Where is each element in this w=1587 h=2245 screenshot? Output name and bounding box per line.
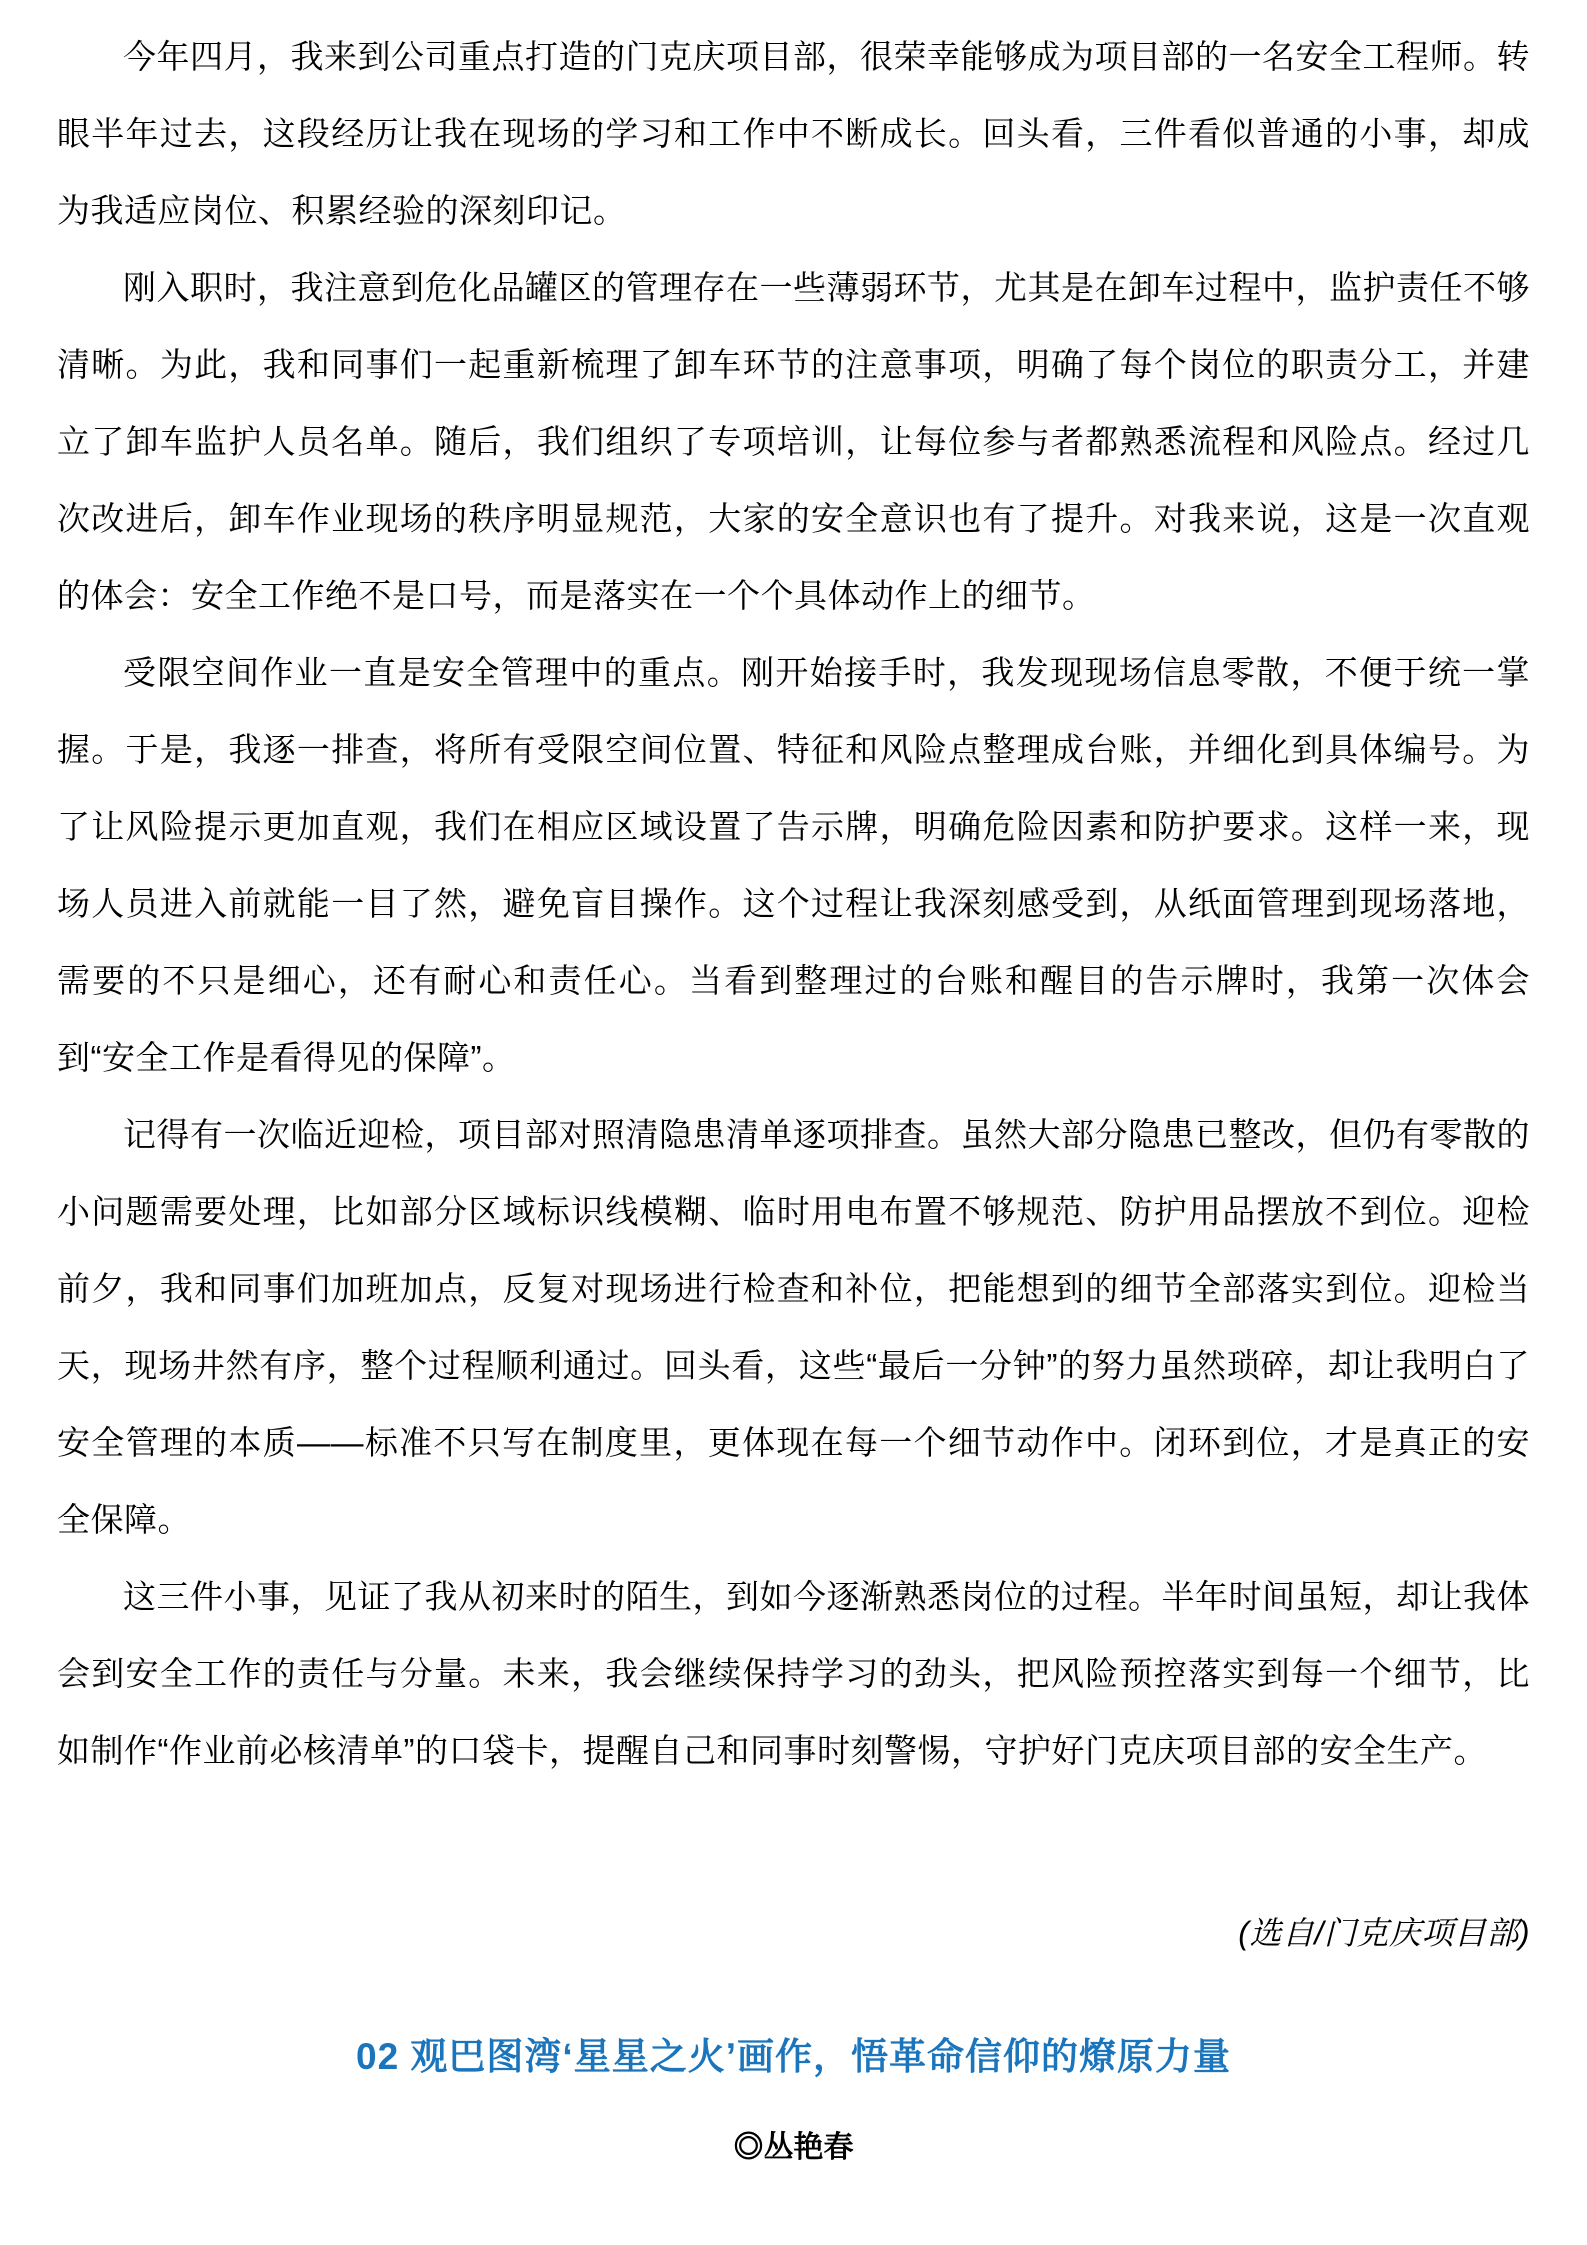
paragraph-1: 今年四月，我来到公司重点打造的门克庆项目部，很荣幸能够成为项目部的一名安全工程师。转眼半年过去，这段经历让我在现场的学习和工作中不断成长。回头看，三件看似普通的小事，却成为我适应岗位、积累经验的深刻印记。 [57,38,1530,229]
author-byline: ◎丛艳春 [733,2131,854,2164]
paragraph-4: 记得有一次临近迎检，项目部对照清隐患清单逐项排查。虽然大部分隐患已整改，但仍有零散的小问题需要处理，比如部分区域标识线模糊、临时用电布置不够规范、防护用品摆放不到位。迎检前夕，我和同事们加班加点，反复对现场进行检查和补位，把能想到的细节全部落实到位。迎检当天，现场井然有序，整个过程顺利通过。回头看，这些“最后一分钟”的努力虽然琐碎，却让我明白了安全管理的本质——标准不只写在制度里，更体现在每一个细节动作中。闭环到位，才是真正的安全保障。 [57,1116,1530,1538]
attribution: (选自/门克庆项目部) [1238,1915,1530,1951]
paragraph-5: 这三件小事，见证了我从初来时的陌生，到如今逐渐熟悉岗位的过程。半年时间虽短，却让我体会到安全工作的责任与分量。未来，我会继续保持学习的劲头，把风险预控落实到每一个细节，比如制作“作业前必核清单”的口袋卡，提醒自己和同事时刻警惕，守护好门克庆项目部的安全生产。 [57,1578,1530,1769]
section-heading: 02 观巴图湾‘星星之火’画作，悟革命信仰的燎原力量 [356,2036,1231,2077]
paragraph-3: 受限空间作业一直是安全管理中的重点。刚开始接手时，我发现现场信息零散，不便于统一掌握。于是，我逐一排查，将所有受限空间位置、特征和风险点整理成台账，并细化到具体编号。为了让风险提示更加直观，我们在相应区域设置了告示牌，明确危险因素和防护要求。这样一来，现场人员进入前就能一目了然，避免盲目操作。这个过程让我深刻感受到，从纸面管理到现场落地，需要的不只是细心，还有耐心和责任心。当看到整理过的台账和醒目的告示牌时，我第一次体会到“安全工作是看得见的保障”。 [57,654,1530,1076]
paragraph-2: 刚入职时，我注意到危化品罐区的管理存在一些薄弱环节，尤其是在卸车过程中，监护责任不够清晰。为此，我和同事们一起重新梳理了卸车环节的注意事项，明确了每个岗位的职责分工，并建立了卸车监护人员名单。随后，我们组织了专项培训，让每位参与者都熟悉流程和风险点。经过几次改进后，卸车作业现场的秩序明显规范，大家的安全意识也有了提升。对我来说，这是一次直观的体会：安全工作绝不是口号，而是落实在一个个具体动作上的细节。 [57,269,1530,614]
